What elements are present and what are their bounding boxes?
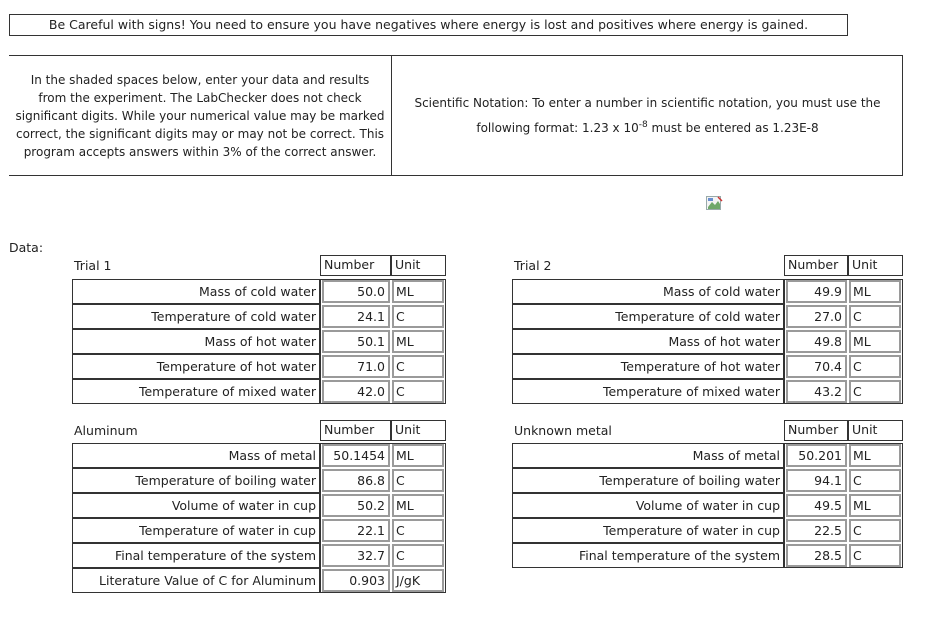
- unknown-unit-input[interactable]: ML: [849, 494, 901, 517]
- trial1-title: Trial 1: [74, 258, 112, 273]
- trial1-row-label: Mass of hot water: [72, 329, 320, 354]
- sign-warning-banner: Be Careful with signs! You need to ensure you have negatives where energy is lost and positives where energy is gained.: [9, 14, 848, 36]
- aluminum-value-input[interactable]: 86.8: [322, 469, 390, 492]
- unknown-row-label: Final temperature of the system: [512, 543, 784, 568]
- sci-line-2-post: must be entered as 1.23E-8: [647, 121, 819, 135]
- trial1-unit-input[interactable]: C: [392, 355, 444, 378]
- aluminum-title: Aluminum: [74, 423, 138, 438]
- trial2-unit-input[interactable]: ML: [849, 280, 901, 303]
- entry-instructions: In the shaded spaces below, enter your data and results from the experiment. The LabChecker does not check significant digits. While your numerical value may be marked correct, the significant digits may or may not be correct. This program accepts answers within 3% of the correct answer.: [9, 55, 392, 176]
- aluminum-value-input[interactable]: 32.7: [322, 544, 390, 567]
- aluminum-row-label: Temperature of boiling water: [72, 468, 320, 493]
- trial1-value-input[interactable]: 24.1: [322, 305, 390, 328]
- trial2-header-unit: Unit: [848, 255, 903, 276]
- trial2-row-label: Mass of hot water: [512, 329, 784, 354]
- unknown-value-input[interactable]: 94.1: [786, 469, 847, 492]
- aluminum-unit-input[interactable]: J/gK: [392, 569, 444, 592]
- sci-exponent: -8: [638, 120, 648, 130]
- aluminum-value-input[interactable]: 0.903: [322, 569, 390, 592]
- trial1-row-label: Temperature of hot water: [72, 354, 320, 379]
- aluminum-value-input[interactable]: 22.1: [322, 519, 390, 542]
- trial1-unit-input[interactable]: C: [392, 305, 444, 328]
- sci-line-1: Scientific Notation: To enter a number in scientific notation, you must use the: [414, 96, 881, 110]
- trial2-unit-input[interactable]: C: [849, 305, 901, 328]
- aluminum-row-label: Literature Value of C for Aluminum: [72, 568, 320, 593]
- aluminum-unit-input[interactable]: ML: [392, 494, 444, 517]
- aluminum-header-number: Number: [320, 420, 391, 441]
- unknown-row-label: Temperature of water in cup: [512, 518, 784, 543]
- broken-image-icon: [706, 196, 723, 211]
- trial2-title: Trial 2: [514, 258, 552, 273]
- trial2-unit-input[interactable]: C: [849, 380, 901, 403]
- scientific-notation-help: [392, 55, 903, 176]
- unknown-row-label: Mass of metal: [512, 443, 784, 468]
- aluminum-unit-input[interactable]: C: [392, 469, 444, 492]
- trial2-value-input[interactable]: 49.9: [786, 280, 847, 303]
- unknown-unit-input[interactable]: C: [849, 469, 901, 492]
- trial2-header-number: Number: [784, 255, 848, 276]
- sci-line-2-pre: following format: 1.23 x 10: [476, 121, 639, 135]
- trial1-row-label: Temperature of mixed water: [72, 379, 320, 404]
- trial2-row-label: Temperature of cold water: [512, 304, 784, 329]
- trial1-value-input[interactable]: 42.0: [322, 380, 390, 403]
- unknown-row-label: Volume of water in cup: [512, 493, 784, 518]
- aluminum-header-unit: Unit: [391, 420, 446, 441]
- unknown-value-input[interactable]: 22.5: [786, 519, 847, 542]
- trial2-value-input[interactable]: 49.8: [786, 330, 847, 353]
- unknown-row-label: Temperature of boiling water: [512, 468, 784, 493]
- aluminum-unit-input[interactable]: C: [392, 544, 444, 567]
- trial1-unit-input[interactable]: ML: [392, 330, 444, 353]
- unknown-unit-input[interactable]: C: [849, 544, 901, 567]
- trial1-header-unit: Unit: [391, 255, 446, 276]
- aluminum-value-input[interactable]: 50.2: [322, 494, 390, 517]
- trial1-header-number: Number: [320, 255, 391, 276]
- trial2-unit-input[interactable]: C: [849, 355, 901, 378]
- unknown-unit-input[interactable]: ML: [849, 444, 901, 467]
- trial1-value-input[interactable]: 71.0: [322, 355, 390, 378]
- trial2-row-label: Mass of cold water: [512, 279, 784, 304]
- trial2-row-label: Temperature of mixed water: [512, 379, 784, 404]
- aluminum-row-label: Mass of metal: [72, 443, 320, 468]
- unknown-header-unit: Unit: [848, 420, 903, 441]
- trial1-unit-input[interactable]: ML: [392, 280, 444, 303]
- aluminum-unit-input[interactable]: ML: [392, 444, 444, 467]
- trial1-value-input[interactable]: 50.1: [322, 330, 390, 353]
- unknown-unit-input[interactable]: C: [849, 519, 901, 542]
- unknown-value-input[interactable]: 49.5: [786, 494, 847, 517]
- data-label: Data:: [9, 240, 44, 255]
- unknown-header-number: Number: [784, 420, 848, 441]
- trial1-row-label: Temperature of cold water: [72, 304, 320, 329]
- trial2-value-input[interactable]: 27.0: [786, 305, 847, 328]
- aluminum-row-label: Final temperature of the system: [72, 543, 320, 568]
- trial1-unit-input[interactable]: C: [392, 380, 444, 403]
- unknown-value-input[interactable]: 50.201: [786, 444, 847, 467]
- aluminum-unit-input[interactable]: C: [392, 519, 444, 542]
- unknown-value-input[interactable]: 28.5: [786, 544, 847, 567]
- aluminum-row-label: Volume of water in cup: [72, 493, 320, 518]
- unknown-title: Unknown metal: [514, 423, 612, 438]
- trial2-unit-input[interactable]: ML: [849, 330, 901, 353]
- trial2-row-label: Temperature of hot water: [512, 354, 784, 379]
- aluminum-row-label: Temperature of water in cup: [72, 518, 320, 543]
- aluminum-value-input[interactable]: 50.1454: [322, 444, 390, 467]
- trial1-value-input[interactable]: 50.0: [322, 280, 390, 303]
- trial2-value-input[interactable]: 43.2: [786, 380, 847, 403]
- trial2-value-input[interactable]: 70.4: [786, 355, 847, 378]
- trial1-row-label: Mass of cold water: [72, 279, 320, 304]
